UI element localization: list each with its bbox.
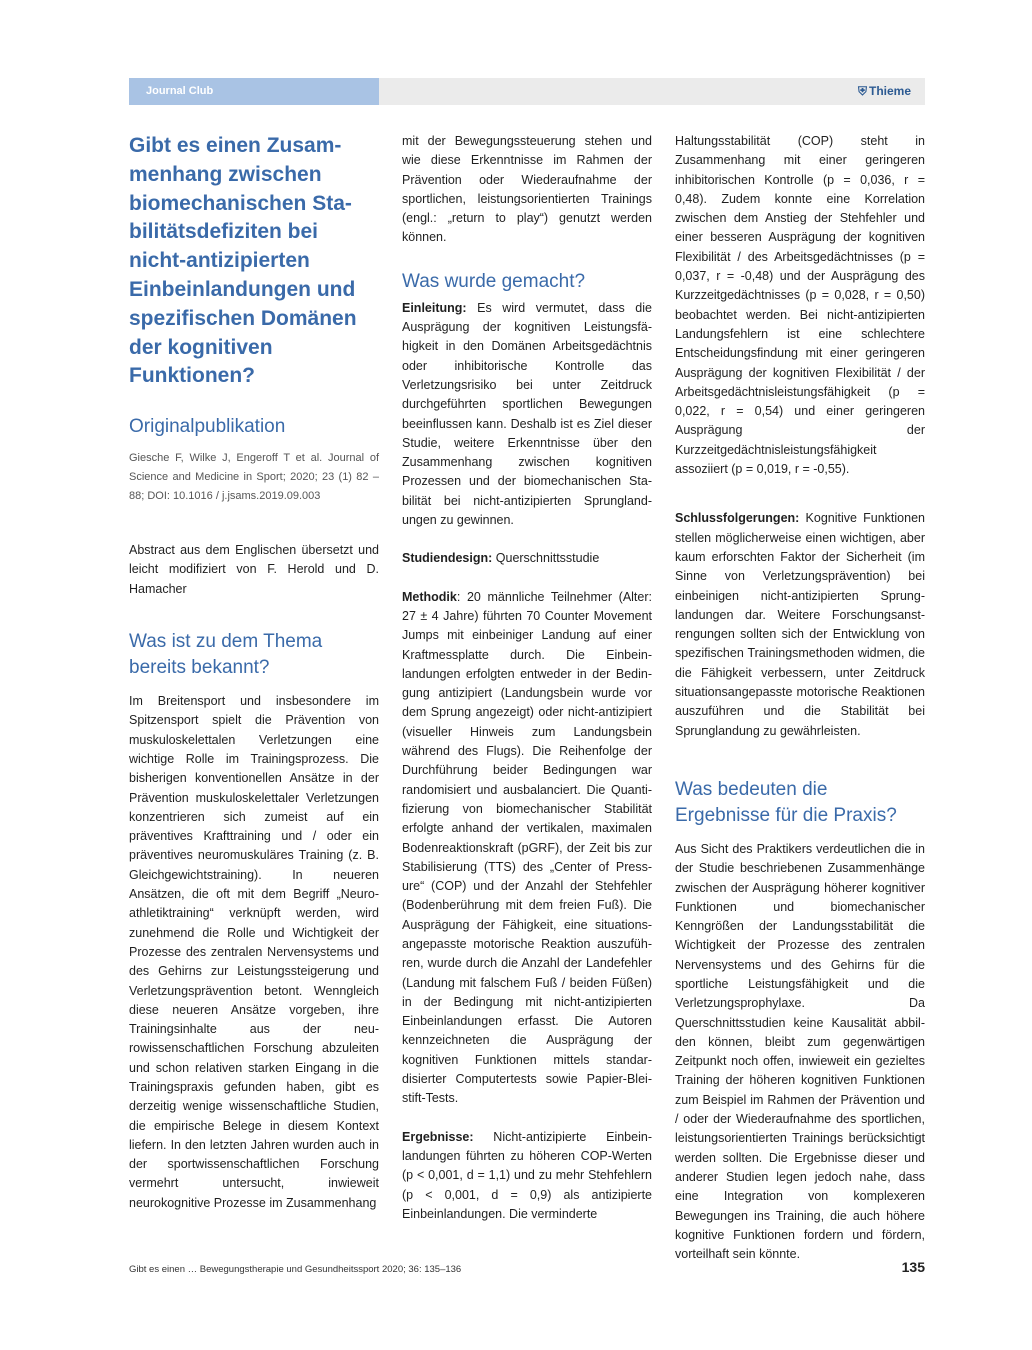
introduction-paragraph — [402, 299, 652, 531]
practice-heading: Was bedeuten die Ergebnisse für die Praxis? — [675, 778, 897, 826]
column-3 — [675, 132, 925, 1264]
running-footer: Gibt es einen … Bewegungstherapie und Gesundheitssport 2020; 36: 135–136 — [129, 1264, 462, 1275]
known-text-continued: mit der Bewegungssteuerung stehen und wie diese Erkenntnisse im Rahmen der Prävention oder Wiederaufnahme der sportlichen, leistungsorientierten Trainings (engl.: „return to play“) genutzt werden können. — [402, 134, 652, 245]
design-paragraph — [402, 549, 652, 568]
known-text: Im Breitensport und insbesondere im Spitzensport spielt die Prävention von muskuloskelettalen Verletzungen eine wichtige Rolle im Trainingsprozess. Die bisherigen konventionellen Ansätze in der Prävention muskuloskelettaler Verletzungen konzentrieren sich zumeist auf ein präventives Krafttraining und / oder ein präventives neuromuskuläres Training (z. B. Gleichgewichtstraining). In neueren Ansätzen, die oft mit dem Begriff „Neuroathletiktraining“ verknüpft werden, wird zunehmend die Rolle und Wichtigkeit der Prozesse des zentralen Nervensystems und des Gehirns zur Leistungssteigerung und Verletzungsprävention betont. Wenngleich diese neueren Ansätze vorgeben, ihre Trainingsinhalte aus der neurowissenschaftlichen Forschung abzuleiten und schon relativen starken Eingang in die Trainingspraxis gefunden haben, gibt es derzeitig wenige wissenschaftliche Studien, die empirische Belege in diesem Kontext liefern. In den letzten Jahren wurden auch in der sportwissenschaftlichen Forschung vermehrt untersucht, inwieweit neurokognitive Prozesse im Zusammenhang — [129, 694, 379, 1210]
results-text: Nicht-antizipierte Einbeinlandungen führten zu höheren COP-Werten (p < 0,001, d = 1,1) und zu mehr Stehfehlern (p < 0,001, d = 0,9) als antizipierte Einbeinlandungen. Die verminderte — [402, 1129, 652, 1221]
design-label: Studiendesign: — [402, 551, 493, 566]
conclusions-label: Schlussfolgerungen: — [675, 511, 800, 526]
publisher-logo-text: Thieme — [868, 84, 911, 98]
results-text-continued: Haltungsstabilität (COP) steht in Zusammenhang mit einer geringeren inhibitorischen Kontrolle (p = 0,036, r = 0,48). Zudem konnte eine Korrelation zwischen dem Anstieg der Stehfehler und einer besseren Ausprägung der kognitiven Flexibilität / des Arbeitsgedächtnisses (p = 0,037, r = -0,48) und der Ausprägung des Kurzzeitgedächtnisses (p = 0,028, r = 0,50) beobachtet werden. Bei nicht-antizipierten Landungsfehlern ist eine schlechtere Entscheidungsfindung mit einer geringeren Ausprägung der kognitiven Flexibilität / der Arbeitsgedächtnisleistungsfähigkeit (p = 0,022, r = 0,54) und einer geringeren Ausprägung der Kurzzeitgedächtnisleistungsfähigkeit assoziiert (p = 0,019, r = -0,55). — [675, 134, 925, 477]
practice-text: Aus Sicht des Praktikers verdeutlichen die in der Studie beschriebenen Zusammenhänge zwischen der Ausprägung höherer kognitiver Funktionen und biomechanischer Kenngrößen der Landungsstabilität die Wichtigkeit der Prozesse des zentralen Nervensystems und des Gehirns für die sportliche Leistungsfähigkeit und die Verletzungsprophylaxe. Da Querschnittsstudien keine Kausalität abbilden können, bleibt zum gegenwärtigen Zeitpunkt noch offen, inwieweit ein gezieltes Training der höheren kognitiven Funktionen zum Beispiel im Rahmen der Prävention und / oder der Wiederaufnahme des sportlichen, leistungsorientierten Trainings berücksichtigt werden sollten. Die Ergebnisse dieser und anderer Studien legen jedoch nahe, dass eine Integration von komplexeren Bewegungen ins Training, die auch höhere kognitive Funktionen fordern und fördern, vorteilhaft sein könnte. — [675, 841, 925, 1262]
done-heading: Was wurde gemacht? — [402, 270, 586, 292]
shield-icon: ⛨ — [857, 84, 867, 98]
article-title: Gibt es einen Zusammenhang zwischen biomechanischen Stabilitätsdefiziten bei nicht-antizipierten Einbeinlandungen und spezifischen Domänen der kognitiven Funktionen? — [129, 134, 357, 388]
publisher-logo — [858, 78, 911, 105]
results-label: Ergebnisse: — [402, 1129, 474, 1144]
header-bar — [129, 78, 925, 105]
abstract-note: Abstract aus dem Englischen übersetzt und leicht modifiziert von F. Herold und D. Hamacher — [129, 543, 379, 596]
method-text: : 20 männliche Teilnehmer (Alter: 27 ± 4 Jahre) führten 70 Counter Movement Jumps mit einbeiniger Landung auf einer Kraftmessplatte durch. Die Einbeinlandungen erfolgten entweder in der Bedingung antizipiert (Landungsbein wurde vor dem Sprung angezeigt) oder nicht-antizipiert (visueller Hinweis zum Landungsbein während des Flugs). Die Reihenfolge der Durchführung beider Bedingungen war randomisiert und ausbalanciert. Die Quantifizierung von biomechanischer Stabilität erfolgte anhand der vertikalen, maximalen Bodenreaktionskraft (pGRF), der Zeit bis zur Stabilisierung (TTS) des „Center of Pressure“ (COP) und der Anzahl der Stehfehler (Bodenberührung mit dem freien Fuß). Die Ausprägung der Fähigkeit, eine situationsangepasste motorische Reaktion auszuführen, wurde durch die Anzahl der Landefehler (Landung mit falschem Fuß / beiden Füßen) in der Bedingung mit nicht-antizipierten Einbeinlandungen erfasst. Die Autoren kennzeichneten die Ausprägung der kognitiven Funktionen mittels standardisierter Computertests sowie Papier-Bleistift-Tests. — [402, 589, 652, 1106]
introduction-label: Einleitung: — [402, 300, 467, 315]
design-text: Querschnittsstudie — [495, 551, 600, 566]
page-number: 135 — [901, 1259, 925, 1275]
column-1 — [129, 132, 379, 1213]
column-2 — [402, 132, 652, 1224]
introduction-text: Es wird vermutet, dass die Ausprägung der kognitiven Leistungsfähigkeit in den Domänen Arbeitsgedächtnis oder inhibitorische Kontrolle das Verletzungsrisiko bei unter Zeitdruck durchgeführten sportlichen Bewegungen beeinflussen kann. Deshalb ist es Ziel dieser Studie, weitere Erkenntnisse über den Zusammenhang zwischen kognitiven Prozessen und der biomechanischen Stabilität bei nicht-antizipierten Sprunglandungen zu gewinnen. — [402, 300, 652, 528]
results-paragraph — [402, 1128, 652, 1224]
conclusions-text: Kognitive Funktionen stellen möglicherweise einen wichtigen, aber kaum erforschten Faktor der Sicherheit (im Sinne von Verletzungsprävention) bei einbeinigen nicht-antizipierten Sprunglandungen dar. Weitere Forschungsanstrengungen sollten sich der Entwicklung von spezifischen Trainingsmethoden widmen, die die Fähigkeit verbessern, unter Zeitdruck situationsangepasste motorische Reaktionen auszuführen und die Stabilität bei Sprunglandung zu gewährleisten. — [675, 511, 925, 738]
citation: Giesche F, Wilke J, Engeroff T et al. Journal of Science and Medicine in Sport; 2020; 23 (1) 82 – 88; DOI: 10.1016 / j.jsams.2019.09.003 — [129, 452, 379, 503]
conclusions-paragraph — [675, 509, 925, 741]
known-heading: Was ist zu dem Thema bereits bekannt? — [129, 631, 323, 679]
original-publication-heading: Originalpublikation — [129, 416, 286, 438]
method-label: Methodik — [402, 589, 457, 604]
method-paragraph — [402, 588, 652, 1109]
section-label: Journal Club — [129, 78, 379, 105]
